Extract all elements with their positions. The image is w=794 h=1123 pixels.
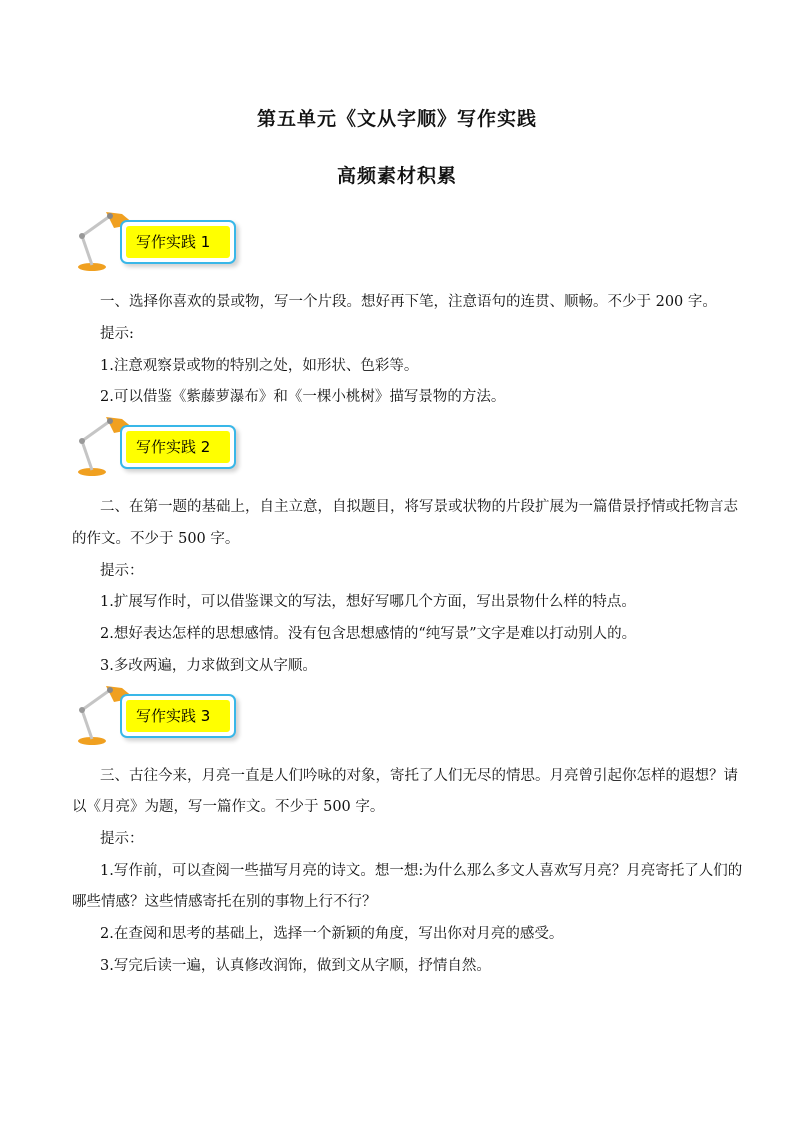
hint-label: 提示:	[100, 326, 134, 342]
prompt-line: 二、在第一题的基础上，自主立意，自拟题目，将写景或状物的片段扩展为一篇借景抒情或托物言志	[100, 499, 738, 515]
prompt-line: 以《月亮》为题，写一篇作文。不少于 500 字。	[72, 799, 385, 815]
hint-label: 提示：	[100, 831, 144, 847]
hint-line: 3.写完后读一遍，认真修改润饰，做到文从字顺，抒情自然。	[100, 958, 491, 974]
hint-line: 1.写作前，可以查阅一些描写月亮的诗文。想一想:为什么那么多文人喜欢写月亮？月亮寄托了人们的	[100, 863, 743, 879]
prompt-line: 三、古往今来，月亮一直是人们吟咏的对象，寄托了人们无尽的情思。月亮曾引起你怎样的遐想？请	[100, 768, 738, 784]
section-badge-1	[120, 220, 236, 264]
section-badge-2	[120, 425, 236, 469]
section-badge-label: 写作实践 2	[126, 431, 230, 463]
hint-label: 提示：	[100, 563, 144, 579]
section-header-3	[72, 682, 242, 748]
hint-line: 1.扩展写作时，可以借鉴课文的写法，想好写哪几个方面，写出景物什么样的特点。	[100, 594, 636, 610]
hint-line: 哪些情感？这些情感寄托在别的事物上行不行？	[72, 894, 377, 910]
section-header-2	[72, 413, 242, 479]
section-badge-label: 写作实践 1	[126, 226, 230, 258]
page-title: 第五单元《文从字顺》写作实践	[256, 108, 537, 130]
hint-line: 1.注意观察景或物的特别之处，如形状、色彩等。	[100, 358, 419, 374]
prompt-line: 的作文。不少于 500 字。	[72, 531, 240, 547]
prompt-line: 一、选择你喜欢的景或物，写一个片段。想好再下笔，注意语句的连贯、顺畅。不少于 200 字。	[100, 294, 717, 310]
hint-line: 3.多改两遍，力求做到文从字顺。	[100, 658, 317, 674]
section-header-1	[72, 208, 242, 274]
hint-line: 2.想好表达怎样的思想感情。没有包含思想感情的“纯写景”文字是难以打动别人的。	[100, 626, 637, 642]
hint-line: 2.在查阅和思考的基础上，选择一个新颖的角度，写出你对月亮的感受。	[100, 926, 564, 942]
section-badge-label: 写作实践 3	[126, 700, 230, 732]
page-subtitle: 高频素材积累	[336, 165, 457, 187]
section-badge-3	[120, 694, 236, 738]
hint-line: 2.可以借鉴《紫藤萝瀑布》和《一棵小桃树》描写景物的方法。	[100, 389, 506, 405]
